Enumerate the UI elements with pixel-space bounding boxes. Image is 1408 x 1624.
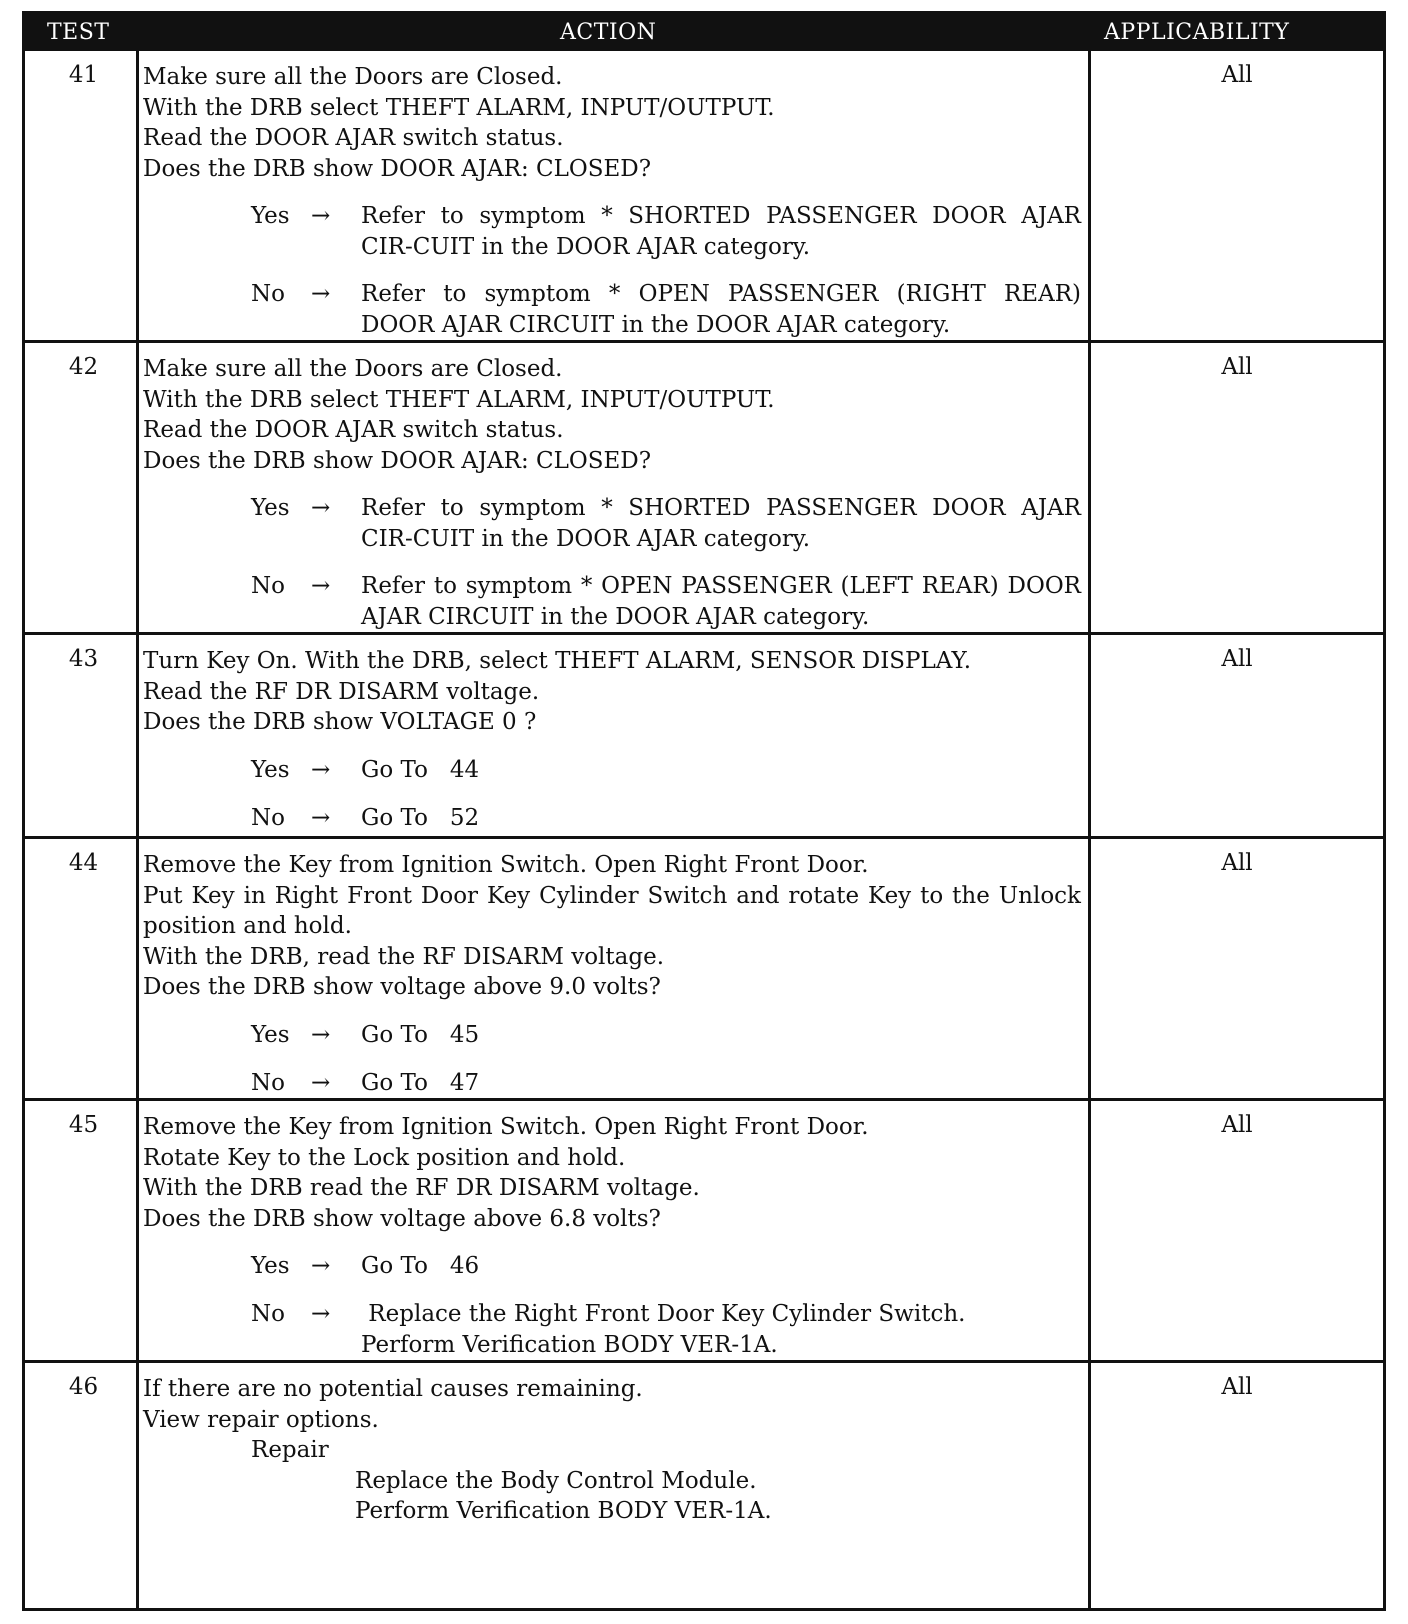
applicability-value: All bbox=[1221, 1374, 1253, 1400]
option-label: No bbox=[251, 1069, 285, 1096]
applicability-value: All bbox=[1221, 1112, 1253, 1138]
option-result: Go To 47 bbox=[361, 1069, 480, 1096]
action-line: With the DRB, read the RF DISARM voltage. bbox=[143, 943, 665, 970]
yes-option bbox=[143, 493, 1081, 554]
action-line: Remove the Key from Ignition Switch. Open Right Front Door. bbox=[143, 1114, 869, 1140]
test-number: 42 bbox=[68, 354, 99, 380]
option-label: No bbox=[251, 573, 285, 599]
applicability-value: All bbox=[1221, 646, 1253, 672]
action-line: Read the DOOR AJAR switch status. bbox=[143, 417, 564, 443]
table-row bbox=[25, 839, 1383, 1101]
test-number: 41 bbox=[68, 62, 99, 88]
no-option bbox=[143, 803, 1081, 834]
test-number: 43 bbox=[68, 646, 99, 672]
header-test: TEST bbox=[47, 20, 110, 45]
action-cell bbox=[143, 850, 1081, 1099]
table-row bbox=[25, 635, 1383, 839]
action-line: Put Key in Right Front Door Key Cylinder Switch and rotate Key to the Unlock position and hold. bbox=[143, 882, 1081, 939]
applicability-value: All bbox=[1221, 62, 1253, 88]
header-action: ACTION bbox=[560, 20, 657, 45]
arrow-icon: → bbox=[311, 495, 331, 521]
option-result: Go To 45 bbox=[361, 1021, 480, 1048]
action-line: Does the DRB show VOLTAGE 0 ? bbox=[143, 709, 537, 735]
option-result: Go To 52 bbox=[361, 804, 480, 831]
option-result-line-2: Perform Verification BODY VER-1A. bbox=[361, 1331, 778, 1358]
option-label: No bbox=[251, 804, 285, 831]
action-cell bbox=[143, 1112, 1081, 1360]
action-line: With the DRB select THEFT ALARM, INPUT/OUTPUT. bbox=[143, 94, 775, 121]
table-row bbox=[25, 51, 1383, 343]
diagnostic-table bbox=[22, 11, 1386, 1611]
option-label: Yes bbox=[251, 1253, 290, 1279]
repair-line: Replace the Body Control Module. bbox=[355, 1467, 757, 1494]
option-result: Go To 44 bbox=[361, 756, 480, 783]
action-line: Read the RF DR DISARM voltage. bbox=[143, 678, 540, 705]
table-row bbox=[25, 1101, 1383, 1363]
action-line: Remove the Key from Ignition Switch. Open Right Front Door. bbox=[143, 852, 869, 878]
option-label: Yes bbox=[251, 1021, 290, 1048]
repair-line: Perform Verification BODY VER-1A. bbox=[355, 1498, 772, 1524]
arrow-icon: → bbox=[311, 1253, 331, 1279]
action-line: With the DRB select THEFT ALARM, INPUT/OUTPUT. bbox=[143, 386, 775, 413]
action-line: Does the DRB show voltage above 6.8 volts? bbox=[143, 1205, 661, 1232]
action-line: Does the DRB show DOOR AJAR: CLOSED? bbox=[143, 447, 652, 474]
arrow-icon: → bbox=[311, 281, 331, 307]
action-line: Read the DOOR AJAR switch status. bbox=[143, 125, 564, 151]
action-line: Rotate Key to the Lock position and hold. bbox=[143, 1144, 626, 1171]
action-line: View repair options. bbox=[143, 1406, 379, 1433]
action-line: If there are no potential causes remaining. bbox=[143, 1376, 643, 1402]
no-option bbox=[143, 1299, 1081, 1360]
action-line: With the DRB read the RF DR DISARM voltage. bbox=[143, 1175, 700, 1201]
action-line: Turn Key On. With the DRB, select THEFT ALARM, SENSOR DISPLAY. bbox=[143, 648, 972, 674]
arrow-icon: → bbox=[311, 1301, 331, 1327]
table-header bbox=[25, 14, 1383, 51]
option-label: No bbox=[251, 281, 285, 307]
test-number: 46 bbox=[68, 1374, 99, 1400]
action-line: Does the DRB show voltage above 9.0 volts? bbox=[143, 974, 661, 1000]
test-number: 44 bbox=[68, 850, 99, 876]
action-line: Make sure all the Doors are Closed. bbox=[143, 356, 563, 382]
action-cell bbox=[143, 62, 1081, 340]
option-result: Refer to symptom * SHORTED PASSENGER DOOR AJAR CIR-CUIT in the DOOR AJAR category. bbox=[361, 495, 1081, 552]
header-applicability: APPLICABILITY bbox=[1104, 20, 1290, 45]
no-option bbox=[143, 571, 1081, 632]
yes-option bbox=[143, 1020, 1081, 1051]
arrow-icon: → bbox=[311, 203, 331, 229]
applicability-value: All bbox=[1221, 850, 1253, 876]
option-result: Replace the Right Front Door Key Cylinder Switch. bbox=[361, 1301, 966, 1327]
option-label: Yes bbox=[251, 495, 290, 521]
yes-option bbox=[143, 755, 1081, 786]
no-option bbox=[143, 1068, 1081, 1099]
option-result: Refer to symptom * OPEN PASSENGER (LEFT REAR) DOOR AJAR CIRCUIT in the DOOR AJAR category. bbox=[361, 573, 1081, 630]
action-line: Make sure all the Doors are Closed. bbox=[143, 64, 563, 90]
option-label: No bbox=[251, 1301, 285, 1327]
option-result: Refer to symptom * SHORTED PASSENGER DOOR AJAR CIR-CUIT in the DOOR AJAR category. bbox=[361, 203, 1081, 260]
action-cell bbox=[143, 354, 1081, 632]
option-result: Refer to symptom * OPEN PASSENGER (RIGHT REAR) DOOR AJAR CIRCUIT in the DOOR AJAR category. bbox=[361, 281, 1081, 338]
option-label: Yes bbox=[251, 203, 290, 229]
action-line: Does the DRB show DOOR AJAR: CLOSED? bbox=[143, 155, 652, 182]
table-row bbox=[25, 343, 1383, 635]
test-number: 45 bbox=[68, 1112, 99, 1138]
arrow-icon: → bbox=[311, 573, 331, 599]
arrow-icon: → bbox=[311, 1021, 331, 1048]
yes-option bbox=[143, 1251, 1081, 1282]
yes-option bbox=[143, 201, 1081, 262]
arrow-icon: → bbox=[311, 804, 331, 831]
option-result: Go To 46 bbox=[361, 1253, 480, 1279]
action-cell bbox=[143, 1374, 1081, 1527]
arrow-icon: → bbox=[311, 756, 331, 783]
no-option bbox=[143, 279, 1081, 340]
option-label: Yes bbox=[251, 756, 290, 783]
repair-label: Repair bbox=[251, 1437, 329, 1463]
action-cell bbox=[143, 646, 1081, 834]
arrow-icon: → bbox=[311, 1069, 331, 1096]
table-row bbox=[25, 1363, 1383, 1608]
applicability-value: All bbox=[1221, 354, 1253, 380]
